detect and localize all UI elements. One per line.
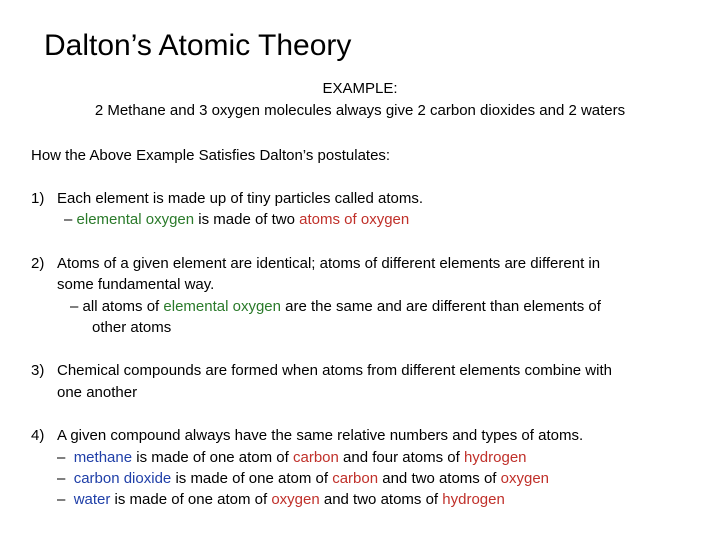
postulate-2-example-line2: other atoms	[92, 319, 172, 336]
dash: –	[57, 491, 66, 508]
term-carbon: carbon	[332, 470, 379, 487]
postulate-number: 3)	[31, 362, 45, 379]
term-methane: methane	[73, 449, 133, 466]
postulate-2-line2: some fundamental way.	[57, 276, 215, 293]
postulate-text: Atoms of a given element are identical; atoms of different elements are different in	[57, 255, 601, 272]
sub-text: is made of two	[198, 211, 295, 228]
postulate-text: A given compound always have the same relative numbers and types of atoms.	[57, 427, 584, 444]
postulate-2-example	[70, 297, 601, 317]
term-oxygen: oxygen	[500, 470, 550, 487]
dash: –	[57, 470, 66, 487]
dash: –	[57, 449, 66, 466]
postulate-2	[31, 254, 600, 274]
compound-water	[57, 490, 505, 510]
postulate-1	[31, 189, 423, 209]
slide-title: Dalton’s Atomic Theory	[44, 29, 352, 62]
example-label: EXAMPLE:	[322, 80, 398, 97]
sub-text: are the same and are different than elements of	[285, 298, 601, 315]
term-oxygen: oxygen	[271, 491, 320, 508]
sub-text: is made of one atom of	[136, 449, 289, 466]
postulate-1-example	[64, 210, 409, 230]
postulate-text: Chemical compounds are formed when atoms from different elements combine with	[57, 362, 612, 379]
term-water: water	[73, 491, 111, 508]
sub-text: and two atoms of	[323, 491, 439, 508]
term-atoms-of-oxygen: atoms of oxygen	[299, 211, 410, 228]
term-carbon: carbon	[293, 449, 339, 466]
example-text: 2 Methane and 3 oxygen molecules always give 2 carbon dioxides and 2 waters	[94, 102, 626, 119]
term-carbon-dioxide: carbon dioxide	[73, 470, 172, 487]
postulate-3-line2: one another	[57, 384, 138, 401]
postulate-number: 2)	[31, 255, 45, 272]
compound-carbon-dioxide	[57, 469, 549, 489]
postulate-number: 1)	[31, 190, 45, 207]
postulate-4	[31, 426, 583, 446]
term-hydrogen: hydrogen	[463, 449, 527, 466]
compound-methane	[57, 448, 527, 468]
dash: –	[64, 211, 73, 228]
sub-text: all atoms of	[82, 298, 160, 315]
term-elemental-oxygen: elemental oxygen	[163, 298, 281, 315]
sub-text: is made of one atom of	[175, 470, 329, 487]
postulate-number: 4)	[31, 427, 45, 444]
sub-text: is made of one atom of	[114, 491, 268, 508]
sub-text: and four atoms of	[343, 449, 460, 466]
sub-text: and two atoms of	[382, 470, 497, 487]
dash: –	[70, 298, 79, 315]
postulate-3	[31, 361, 612, 381]
postulate-text: Each element is made up of tiny particles called atoms.	[57, 190, 424, 207]
term-hydrogen: hydrogen	[442, 491, 505, 508]
intro-text: How the Above Example Satisfies Dalton’s postulates:	[31, 147, 391, 164]
term-elemental-oxygen: elemental oxygen	[76, 211, 195, 228]
